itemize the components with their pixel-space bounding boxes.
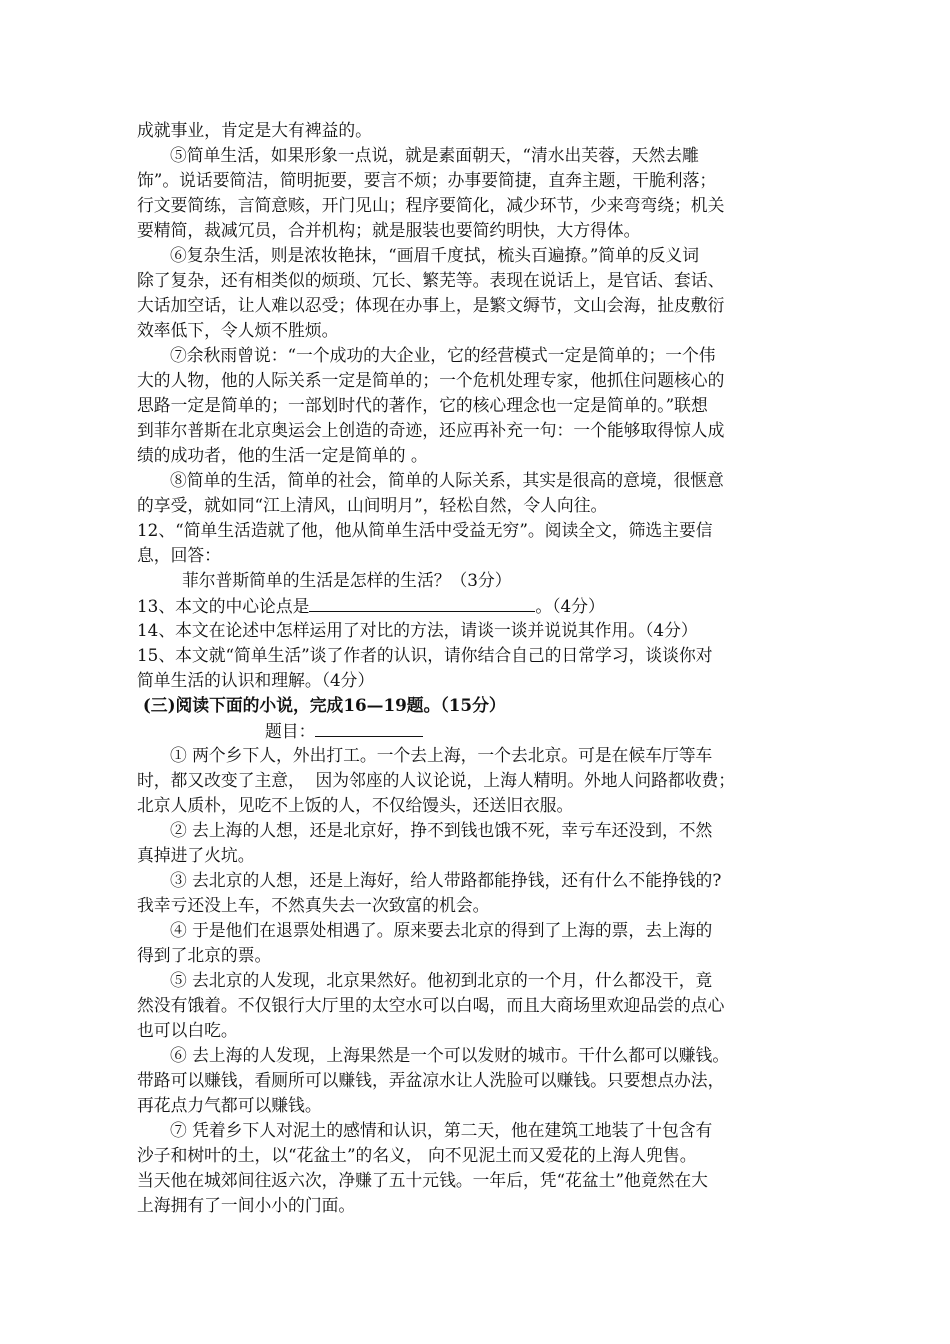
paragraph-line: 的享受，就如同“江上清风，山间明月”，轻松自然，令人向往。 [137,495,608,515]
title-blank[interactable] [315,718,423,737]
paragraph-line: 效率低下，令人烦不胜烦。 [137,320,339,340]
question-13-points: 。（4分） [535,596,605,616]
paragraph-line: 饰”。说话要简洁，简明扼要，要言不烦；办事要简捷，直奔主题，干脆利落； [137,170,717,190]
story-line: 沙子和树叶的土，以“花盆土”的名义， 向不见泥土而又爱花的上海人兜售。 [137,1145,697,1165]
document-page [137,118,817,1218]
paragraph-line: 行文要简练，言简意赅，开门见山；程序要简化，减少环节，少来弯弯绕；机关 [137,195,725,215]
question-13-text: 13、本文的中心论点是 [137,596,310,616]
story-line: 再花点力气都可以赚钱。 [137,1095,322,1115]
story-title-line [137,718,817,743]
paragraph-line: ⑥复杂生活，则是浓妆艳抹，“画眉千度拭，梳头百遍撩。”简单的反义词 [170,245,699,265]
story-line: ② 去上海的人想，还是北京好，挣不到钱也饿不死，幸亏车还没到，不然 [170,820,713,840]
question-12-continued: 息，回答： [137,545,221,565]
story-line: ⑤ 去北京的人发现，北京果然好。他初到北京的一个月，什么都没干，竟 [170,970,713,990]
story-line: 时，都又改变了主意， 因为邻座的人议论说，上海人精明。外地人问路都收费； [137,770,736,790]
story-line: ④ 于是他们在退票处相遇了。原来要去北京的得到了上海的票，去上海的 [170,920,713,940]
story-line: 当天他在城郊间往返六次，净赚了五十元钱。一年后，凭“花盆土”他竟然在大 [137,1170,708,1190]
paragraph-line: 大的人物，他的人际关系一定是简单的；一个危机处理专家，他抓住问题核心的 [137,370,725,390]
question-14: 14、本文在论述中怎样运用了对比的方法，请谈一谈并说说其作用。（4分） [137,620,698,640]
story-line: 得到了北京的票。 [137,945,272,965]
story-line: 北京人质朴，见吃不上饭的人，不仅给馒头，还送旧衣服。 [137,795,574,815]
paragraph-line: 成就事业，肯定是大有裨益的。 [137,120,372,140]
section-heading: (三)阅读下面的小说，完成16—19题。（15分） [137,695,506,715]
story-line: ③ 去北京的人想，还是上海好，给人带路都能挣钱，还有什么不能挣钱的? [170,870,722,890]
question-12: 12、“简单生活造就了他，他从简单生活中受益无穷”。阅读全文，筛选主要信 [137,520,713,540]
answer-blank[interactable] [309,593,535,612]
story-line: ⑥ 去上海的人发现，上海果然是一个可以发财的城市。干什么都可以赚钱。 [170,1045,730,1065]
story-line: 带路可以赚钱，看厕所可以赚钱，弄盆凉水让人洗脸可以赚钱。只要想点办法， [137,1070,725,1090]
paragraph-line: ⑤简单生活，如果形象一点说，就是素面朝天，“清水出芙蓉，天然去雕 [170,145,699,165]
paragraph-line: 到菲尔普斯在北京奥运会上创造的奇迹，还应再补充一句：一个能够取得惊人成 [137,420,725,440]
story-line: 上海拥有了一间小小的门面。 [137,1195,356,1215]
question-13 [137,593,817,618]
question-15: 15、本文就“简单生活”谈了作者的认识，请你结合自己的日常学习，谈谈你对 [137,645,713,665]
paragraph-line: 思路一定是简单的；一部划时代的著作，它的核心理念也一定是简单的。”联想 [137,395,708,415]
question-15-continued: 简单生活的认识和理解。（4分） [137,670,375,690]
paragraph-line: 除了复杂，还有相类似的烦琐、冗长、繁芜等。表现在说话上，是官话、套话、 [137,270,725,290]
title-label: 题目： [265,721,316,741]
story-line: ① 两个乡下人，外出打工。一个去上海，一个去北京。可是在候车厅等车 [170,745,713,765]
story-line: 我幸亏还没上车，不然真失去一次致富的机会。 [137,895,490,915]
story-line: 也可以白吃。 [137,1020,238,1040]
paragraph-line: 绩的成功者，他的生活一定是简单的 。 [137,445,428,465]
story-line: ⑦ 凭着乡下人对泥土的感情和认识，第二天，他在建筑工地装了十包含有 [170,1120,713,1140]
paragraph-line: 大话加空话，让人难以忍受；体现在办事上，是繁文缛节，文山会海，扯皮敷衍 [137,295,725,315]
story-line: 然没有饿着。不仅银行大厅里的太空水可以白喝，而且大商场里欢迎品尝的点心 [137,995,725,1015]
paragraph-line: ⑧简单的生活，简单的社会，简单的人际关系，其实是很高的意境，很惬意 [170,470,724,490]
paragraph-line: 要精简，裁减冗员，合并机构；就是服装也要简约明快，大方得体。 [137,220,641,240]
story-line: 真掉进了火坑。 [137,845,255,865]
question-12-prompt: 菲尔普斯简单的生活是怎样的生活？（3分） [182,570,512,590]
paragraph-line: ⑦余秋雨曾说：“一个成功的大企业，它的经营模式一定是简单的；一个伟 [170,345,716,365]
